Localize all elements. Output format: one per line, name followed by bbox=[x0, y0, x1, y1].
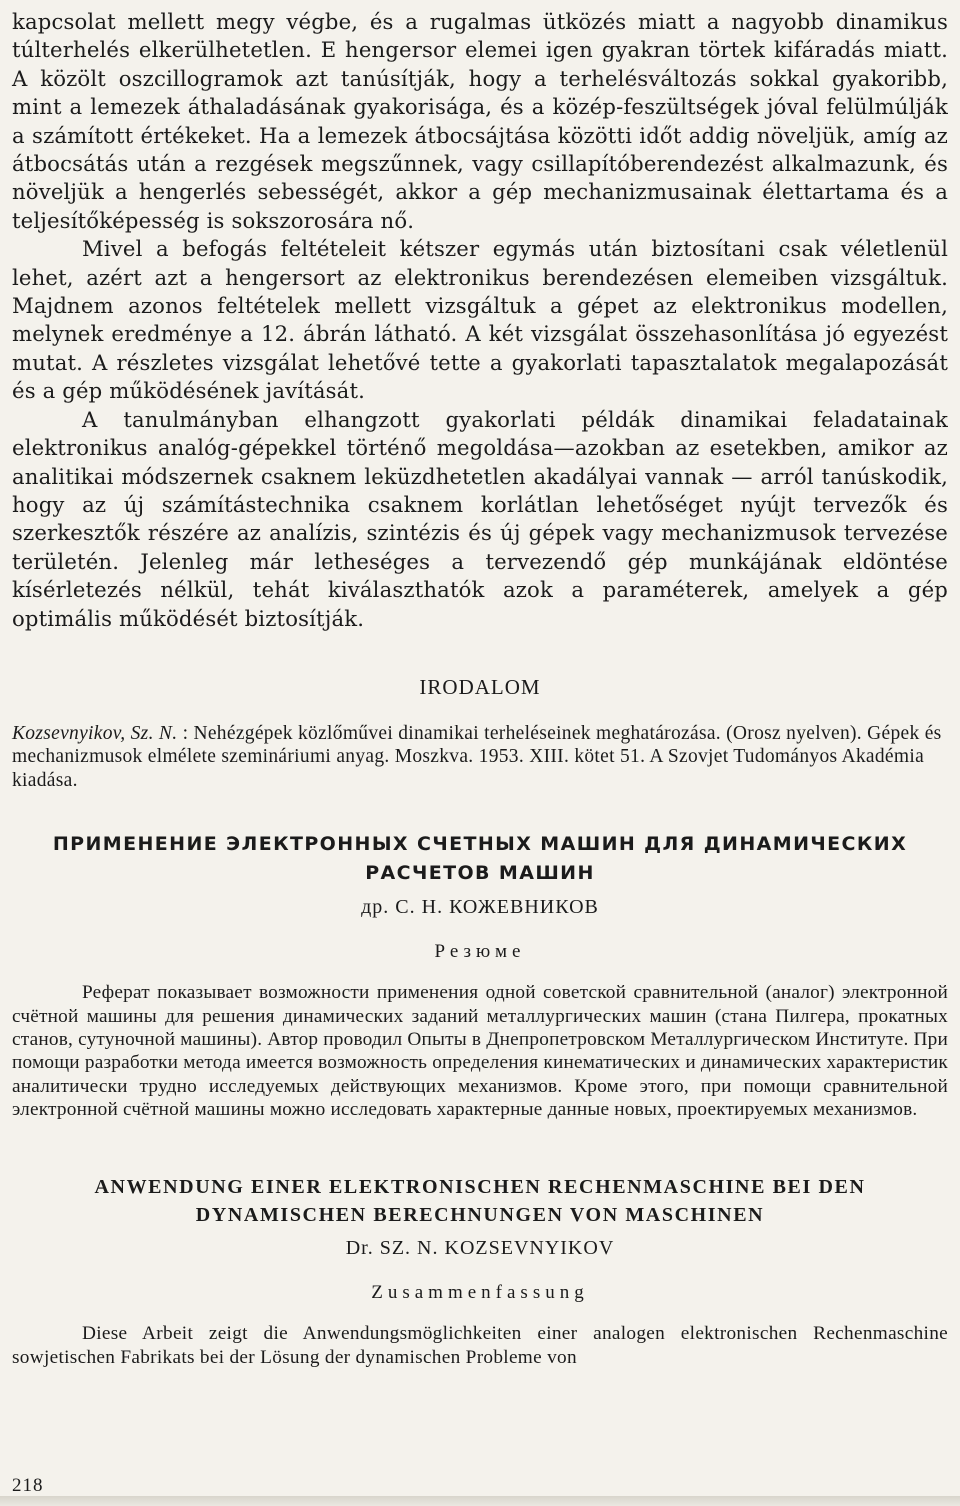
paragraph-2: Mivel a befogás feltételeit kétszer egymás után biztosítani csak véletlenül lehet, azért azt a hengersort az elektronikus berendezésen elemeiben vizsgáltuk. Majdnem azonos feltételek mellett vizsgáltuk a gépet az elektronikus modellen, melynek eredménye a 12. ábrán látható. A két vizsgálat összehasonlítása jó egyezést mutat. A részletes vizsgálat lehetővé tette a gyakorlati tapasztalatok megalapozását és a gép működésének javítását. bbox=[12, 236, 948, 404]
german-author: Dr. SZ. N. KOZSEVNYIKOV bbox=[345, 1237, 615, 1260]
paragraph-1: kapcsolat mellett megy végbe, és a rugalmas ütközés miatt a nagyobb dinamikus túlterhelés elkerülhetetlen. E hengersor elemei igen gyakran törtek kifáradás miatt. A közölt oszcillogramok azt tanúsítják, hogy a terhelésváltozás sokkal gyakoribb, mint a lemezek áthaladásának gyakorisága, és a közép-feszültségek jóval felülmúlják a számított értékeket. Ha a lemezek átbocsájtása közötti időt addig növeljük, amíg az átbocsátás után a rezgések megszűnnek, vagy csillapítóberendezést alkalmazunk, és növeljük a hengerlés sebességét, akkor a gép mechanizmusainak élettartama és a teljesítőképesség is sokszorosára nő. bbox=[12, 9, 948, 233]
page-bottom-edge bbox=[0, 1496, 960, 1506]
page-number: 218 bbox=[12, 1475, 44, 1496]
german-summary-heading: Zusammenfassung bbox=[371, 1282, 589, 1304]
german-title bbox=[12, 1173, 948, 1229]
hungarian-text-section bbox=[12, 8, 948, 633]
russian-summary-heading: Резюме bbox=[434, 941, 526, 963]
russian-author: др. С. Н. КОЖЕВНИКОВ bbox=[361, 896, 599, 919]
russian-summary-paragraph: Реферат показывает возможности применения одной советской сравнительной (аналог) электронной счётной машины для решения динамических заданий металлургических машин (стана Пилгера, прокатных станов, сутуночной машины). Автор проводил Опыты в Днепропетровском Металлургическом Институте. При помощи разработки метода имеется возможность определения кинематических и динамических характеристик аналитически трудно исследуемых действующих механизмов. Кроме этого, при помощи сравнительной электронной счётной машины можно исследовать характерные данные новых, проектируемых механизмов. bbox=[12, 982, 948, 1120]
reference-text: : Nehézgépek közlőművei dinamikai terheléseinek meghatározása. (Orosz nyelven). Gépek és mechanizmusok elmélete szemináriumi anyag. Moszkva. 1953. XIII. kötet 51. A Szovjet Tudományos Akadémia kiadása. bbox=[12, 722, 942, 791]
references-heading: IRODALOM bbox=[419, 674, 541, 699]
german-summary-body bbox=[12, 1322, 948, 1369]
german-summary-paragraph: Diese Arbeit zeigt die Anwendungsmöglichkeiten einer analogen elektronischen Rechenmaschine sowjetischen Fabrikats bei der Lösung der dynamischen Probleme von bbox=[12, 1323, 948, 1368]
german-title-line-1: ANWENDUNG EINER ELEKTRONISCHEN RECHENMASCHINE BEI DEN bbox=[94, 1176, 866, 1199]
russian-title-line-2: РАСЧЕТОВ МАШИН bbox=[365, 862, 595, 885]
german-title-line-2: DYNAMISCHEN BERECHNUNGEN VON MASCHINEN bbox=[195, 1204, 765, 1227]
paragraph-3: A tanulmányban elhangzott gyakorlati példák dinamikai feladatainak elektronikus analóg-gépekkel történő megoldása—azokban az esetekben, amikor az analitikai módszernek csaknem leküzdhetetlen akadályai vannak — arról tanúskodik, hogy az új számítástechnika csaknem korlátlan lehetőséget nyújt tervezők és szerkesztők részére az analízis, szintézis és új gépek vagy mechanizmusok tervezése területén. Jelenleg már letheséges a tervezendő gép munkájának eldöntése kísérletezés nélkül, tehát kiválaszthatók azok a paraméterek, amelyek a gép optimális működését biztosítják. bbox=[12, 406, 948, 631]
russian-title bbox=[12, 830, 948, 888]
reference-author: Kozsevnyikov, Sz. N. bbox=[12, 722, 178, 744]
reference-entry bbox=[12, 722, 948, 793]
russian-summary-body bbox=[12, 981, 948, 1121]
russian-title-line-1: ПРИМЕНЕНИЕ ЭЛЕКТРОННЫХ СЧЕТНЫХ МАШИН ДЛЯ ДИНАМИЧЕСКИХ bbox=[52, 833, 908, 856]
